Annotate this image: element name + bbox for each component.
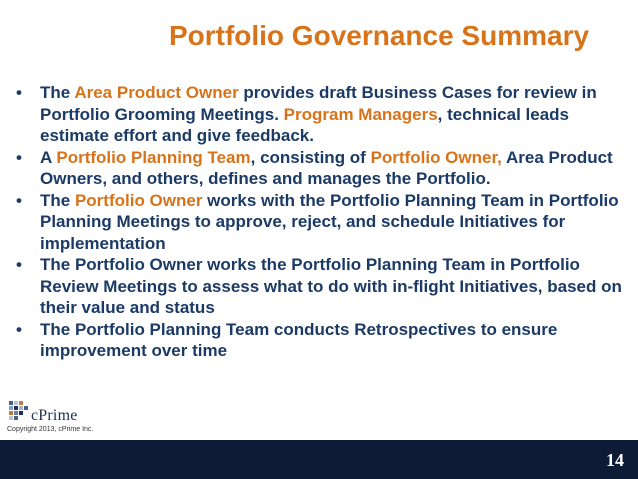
bullet-text: A xyxy=(40,147,57,167)
bullet-text: The xyxy=(40,190,75,210)
highlighted-term: Portfolio Owner xyxy=(74,190,203,210)
logo-grid-icon xyxy=(9,401,29,423)
bullet-dot-icon: • xyxy=(16,83,22,102)
page-number: 14 xyxy=(606,450,624,470)
bullet-item xyxy=(12,254,628,319)
copyright-text: Copyright 2013, cPrime Inc. xyxy=(7,426,94,433)
bullet-text: works with the Portfolio Planning Team in Portfolio Planning Meetings to approve, reject, and schedule Initiatives for implementation xyxy=(40,190,619,253)
bullet-item xyxy=(12,190,628,255)
highlighted-term: Area Product Owner xyxy=(74,83,239,102)
bullet-dot-icon: • xyxy=(16,147,22,167)
bullet-text: The Portfolio Owner works the Portfolio Planning Team in Portfolio Review Meetings to assess what to do with in-flight Initiatives, based on their value and status xyxy=(40,255,622,317)
footer-bar xyxy=(0,440,638,479)
bullet-text: Area Product Owners, and others, defines and manages the Portfolio. xyxy=(40,147,613,188)
highlighted-term: Portfolio Planning Team xyxy=(56,147,251,167)
bullet-dot-icon: • xyxy=(16,190,22,210)
bullet-text: The xyxy=(40,83,75,102)
bullet-item xyxy=(12,147,628,190)
slide-title: Portfolio Governance Summary xyxy=(168,20,590,51)
bullet-text: The Portfolio Planning Team conducts Retrospectives to ensure improvement over time xyxy=(40,319,558,360)
bullet-dot-icon: • xyxy=(16,255,22,274)
highlighted-term: Portfolio Owner, xyxy=(370,147,502,167)
bullet-list xyxy=(12,82,628,362)
bullet-item xyxy=(12,319,628,362)
bullet-text: , technical leads estimate effort and give feedback. xyxy=(40,104,570,145)
highlighted-term: Program Managers xyxy=(283,104,438,124)
bullet-dot-icon: • xyxy=(16,319,22,339)
bullet-text: , consisting of xyxy=(250,147,371,167)
bullet-text: provides draft Business Cases for review in Portfolio Grooming Meetings. xyxy=(40,83,597,124)
bullet-item xyxy=(12,82,628,147)
logo-text: cPrime xyxy=(31,407,78,424)
